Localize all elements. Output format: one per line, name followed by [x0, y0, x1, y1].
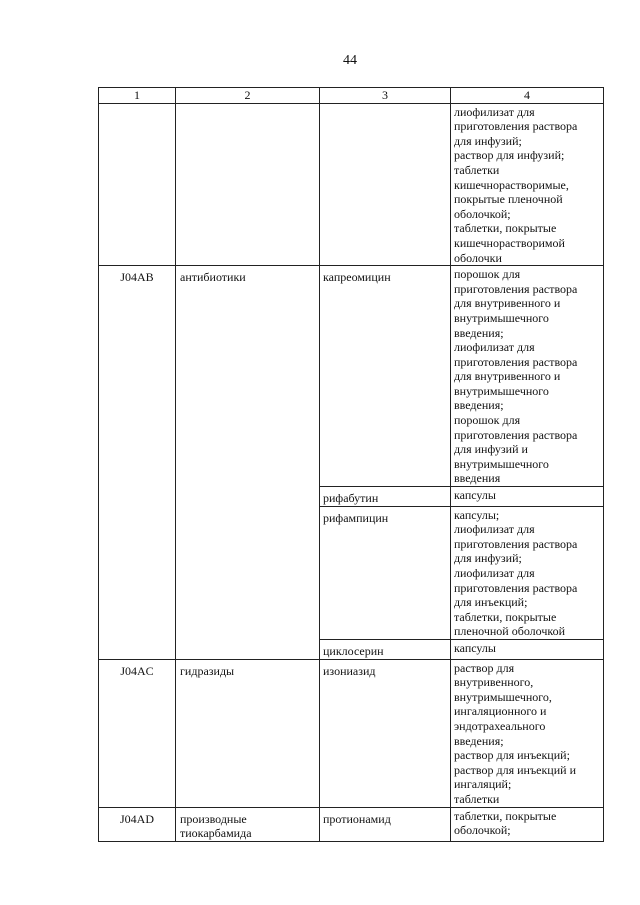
form-line: пленочной оболочкой [454, 624, 566, 639]
group-cell [176, 103, 320, 266]
form-line: ингаляций; [454, 777, 512, 792]
form-line: порошок для [454, 267, 521, 282]
column-header-4: 4 [451, 88, 604, 104]
form-line: приготовления раствора [454, 536, 578, 551]
atc-code-cell: J04AB [99, 266, 176, 659]
form-line: внутривенного, [454, 675, 534, 690]
table-row [99, 807, 604, 841]
column-header-1: 1 [99, 88, 176, 104]
dosage-forms-cell [451, 807, 604, 841]
form-line: внутримышечного [454, 310, 549, 325]
form-line: капсулы [454, 488, 496, 503]
header-row [99, 88, 604, 104]
form-line: внутримышечного [454, 383, 549, 398]
dosage-forms-cell [451, 103, 604, 266]
form-line: введения; [454, 398, 504, 413]
form-line: приготовления раствора [454, 281, 578, 296]
form-line: оболочкой; [454, 206, 511, 221]
form-line: покрытые пленочной [454, 192, 563, 207]
form-line: таблетки, покрытые [454, 221, 557, 236]
form-line: кишечнорастворимые, [454, 177, 569, 192]
form-line: приготовления раствора [454, 119, 578, 134]
form-line: таблетки, покрытые [454, 609, 557, 624]
form-line: порошок для [454, 413, 521, 428]
dosage-forms-cell [451, 506, 604, 639]
group-line: антибиотики [180, 270, 246, 285]
drug-name-cell: циклосерин [320, 639, 451, 659]
form-line: лиофилизат для [454, 104, 535, 119]
group-cell [176, 659, 320, 807]
group-line: гидразиды [180, 663, 235, 678]
drug-name-cell: протионамид [320, 807, 451, 841]
atc-code-cell: J04AD [99, 807, 176, 841]
form-line: кишечнорастворимой [454, 235, 565, 250]
form-line: лиофилизат для [454, 340, 535, 355]
form-line: раствор для [454, 660, 515, 675]
form-line: таблетки [454, 162, 500, 177]
column-header-3: 3 [320, 88, 451, 104]
group-cell [176, 266, 320, 659]
form-line: оболочкой; [454, 823, 511, 838]
form-line: приготовления раствора [454, 354, 578, 369]
form-line: оболочки [454, 250, 502, 265]
form-line: введения; [454, 733, 504, 748]
drug-name-cell: рифабутин [320, 487, 451, 507]
form-line: лиофилизат для [454, 566, 535, 580]
form-line: приготовления раствора [454, 427, 578, 442]
form-line: раствор для инфузий; [454, 148, 565, 163]
form-line: для внутривенного и [454, 369, 561, 384]
drug-name-cell: изониазид [320, 659, 451, 807]
drug-table [98, 87, 604, 842]
form-line: раствор для инъекций и [454, 762, 576, 777]
form-line: для инфузий; [454, 133, 522, 148]
form-line: внутримышечного [454, 456, 549, 471]
form-line: таблетки, покрытые [454, 808, 557, 823]
dosage-forms-cell [451, 266, 604, 487]
form-line: приготовления раствора [454, 580, 578, 595]
drug-name-cell: капреомицин [320, 266, 451, 487]
form-line: капсулы; [454, 507, 500, 522]
form-line: таблетки [454, 791, 500, 806]
form-line: введения [454, 471, 501, 486]
form-line: капсулы [454, 640, 496, 655]
form-line: эндотрахеального [454, 718, 546, 733]
drug-name-cell: рифампицин [320, 506, 451, 639]
dosage-forms-cell [451, 487, 604, 507]
drug-name-cell [320, 103, 451, 266]
form-line: внутримышечного, [454, 689, 552, 704]
group-line: тиокарбамида [180, 826, 252, 841]
form-line: для инфузий; [454, 551, 522, 566]
atc-code-cell: J04AC [99, 659, 176, 807]
table-row [99, 266, 604, 487]
form-line: для внутривенного и [454, 296, 561, 311]
group-line: производные [180, 811, 247, 826]
form-line: введения; [454, 325, 504, 340]
dosage-forms-cell [451, 659, 604, 807]
dosage-forms-cell [451, 639, 604, 659]
form-line: раствор для инъекций; [454, 748, 570, 763]
table-row [99, 659, 604, 807]
form-line: для инфузий и [454, 442, 528, 457]
form-line: лиофилизат для [454, 522, 535, 537]
atc-code-cell [99, 103, 176, 266]
table-row [99, 103, 604, 266]
column-header-2: 2 [176, 88, 320, 104]
form-line: для инъекций; [454, 595, 528, 610]
group-cell [176, 807, 320, 841]
form-line: ингаляционного и [454, 704, 547, 719]
page-number: 44 [343, 53, 357, 68]
